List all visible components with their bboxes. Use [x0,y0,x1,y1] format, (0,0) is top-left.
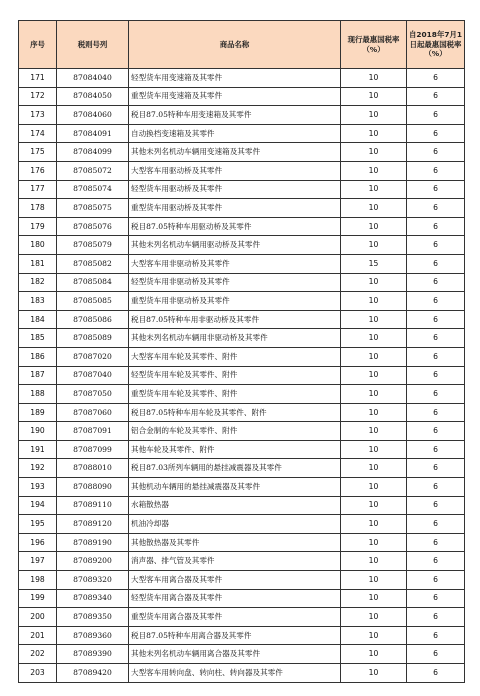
current-rate-cell: 10 [341,403,407,422]
table-row [19,440,465,459]
product-name-cell: 重型货车用变速箱及其零件 [129,87,341,106]
seq-cell: 174 [19,124,57,143]
table-row [19,422,465,441]
seq-cell: 190 [19,422,57,441]
tariff-code-cell: 87089320 [57,571,129,590]
new-rate-cell: 6 [407,571,465,590]
product-name-cell: 重型货车用车轮及其零件、附件 [129,385,341,404]
table-row [19,124,465,143]
new-rate-cell: 6 [407,236,465,255]
seq-cell: 193 [19,478,57,497]
seq-cell: 194 [19,496,57,515]
table-row [19,292,465,311]
product-name-cell: 铝合金制的车轮及其零件、附件 [129,422,341,441]
table-row [19,180,465,199]
tariff-code-cell: 87089190 [57,533,129,552]
seq-cell: 184 [19,310,57,329]
seq-cell: 181 [19,254,57,273]
seq-cell: 176 [19,161,57,180]
seq-cell: 199 [19,589,57,608]
product-name-cell: 税目87.05特种车用车轮及其零件、附件 [129,403,341,422]
table-row [19,608,465,627]
tariff-code-cell: 87085076 [57,217,129,236]
seq-cell: 201 [19,626,57,645]
table-header [19,21,465,69]
table-row [19,106,465,125]
tariff-table [18,20,465,683]
table-row [19,273,465,292]
tariff-code-cell: 87085085 [57,292,129,311]
table-row [19,310,465,329]
table-body [19,69,465,683]
tariff-code-cell: 87085089 [57,329,129,348]
new-rate-cell: 6 [407,440,465,459]
tariff-code-cell: 87084050 [57,87,129,106]
new-rate-cell: 6 [407,217,465,236]
product-name-cell: 水箱散热器 [129,496,341,515]
current-rate-cell: 10 [341,626,407,645]
seq-cell: 196 [19,533,57,552]
new-rate-cell: 6 [407,459,465,478]
seq-cell: 175 [19,143,57,162]
tariff-code-cell: 87084091 [57,124,129,143]
current-rate-cell: 10 [341,459,407,478]
seq-cell: 192 [19,459,57,478]
tariff-code-cell: 87085079 [57,236,129,255]
new-rate-cell: 6 [407,180,465,199]
tariff-code-cell: 87085074 [57,180,129,199]
new-rate-cell: 6 [407,347,465,366]
current-rate-cell: 10 [341,664,407,683]
table-row [19,199,465,218]
tariff-code-cell: 87089110 [57,496,129,515]
product-name-cell: 轻型货车用离合器及其零件 [129,589,341,608]
table-row [19,589,465,608]
product-name-cell: 大型客车用驱动桥及其零件 [129,161,341,180]
new-rate-cell: 6 [407,273,465,292]
table-row [19,664,465,683]
table-row [19,533,465,552]
current-rate-cell: 10 [341,106,407,125]
new-rate-cell: 6 [407,496,465,515]
product-name-cell: 税目87.05特种车用非驱动桥及其零件 [129,310,341,329]
tariff-code-cell: 87089200 [57,552,129,571]
tariff-code-cell: 87088010 [57,459,129,478]
table-row [19,329,465,348]
header-product-name: 商品名称 [129,21,341,69]
table-row [19,217,465,236]
new-rate-cell: 6 [407,124,465,143]
table-row [19,515,465,534]
seq-cell: 191 [19,440,57,459]
product-name-cell: 轻型货车用非驱动桥及其零件 [129,273,341,292]
current-rate-cell: 10 [341,310,407,329]
new-rate-cell: 6 [407,552,465,571]
table-row [19,645,465,664]
new-rate-cell: 6 [407,329,465,348]
product-name-cell: 大型客车用离合器及其零件 [129,571,341,590]
seq-cell: 203 [19,664,57,683]
header-new-rate: 自2018年7月1日起最惠国税率（%） [407,21,465,69]
product-name-cell: 其他机动车辆用的悬挂减震器及其零件 [129,478,341,497]
product-name-cell: 轻型货车用变速箱及其零件 [129,69,341,88]
seq-cell: 197 [19,552,57,571]
current-rate-cell: 10 [341,329,407,348]
tariff-code-cell: 87089350 [57,608,129,627]
product-name-cell: 其他散热器及其零件 [129,533,341,552]
new-rate-cell: 6 [407,403,465,422]
table-row [19,366,465,385]
table-row [19,347,465,366]
product-name-cell: 税目87.05特种车用变速箱及其零件 [129,106,341,125]
seq-cell: 178 [19,199,57,218]
seq-cell: 177 [19,180,57,199]
tariff-code-cell: 87087020 [57,347,129,366]
new-rate-cell: 6 [407,478,465,497]
product-name-cell: 轻型货车用车轮及其零件、附件 [129,366,341,385]
product-name-cell: 重型货车用离合器及其零件 [129,608,341,627]
table-row [19,571,465,590]
table-row [19,552,465,571]
seq-cell: 173 [19,106,57,125]
seq-cell: 189 [19,403,57,422]
current-rate-cell: 10 [341,515,407,534]
product-name-cell: 自动换档变速箱及其零件 [129,124,341,143]
current-rate-cell: 10 [341,143,407,162]
new-rate-cell: 6 [407,608,465,627]
new-rate-cell: 6 [407,143,465,162]
current-rate-cell: 10 [341,366,407,385]
new-rate-cell: 6 [407,161,465,180]
current-rate-cell: 10 [341,496,407,515]
tariff-code-cell: 87088090 [57,478,129,497]
product-name-cell: 机油冷却器 [129,515,341,534]
product-name-cell: 重型货车用驱动桥及其零件 [129,199,341,218]
new-rate-cell: 6 [407,254,465,273]
tariff-code-cell: 87087060 [57,403,129,422]
current-rate-cell: 10 [341,180,407,199]
product-name-cell: 其他未列名机动车辆用离合器及其零件 [129,645,341,664]
new-rate-cell: 6 [407,664,465,683]
product-name-cell: 税目87.03所列车辆用的悬挂减震器及其零件 [129,459,341,478]
new-rate-cell: 6 [407,589,465,608]
table-row [19,254,465,273]
table-row [19,626,465,645]
seq-cell: 183 [19,292,57,311]
new-rate-cell: 6 [407,87,465,106]
current-rate-cell: 10 [341,199,407,218]
current-rate-cell: 10 [341,124,407,143]
product-name-cell: 轻型货车用驱动桥及其零件 [129,180,341,199]
seq-cell: 187 [19,366,57,385]
table-row [19,161,465,180]
product-name-cell: 大型客车用车轮及其零件、附件 [129,347,341,366]
current-rate-cell: 10 [341,292,407,311]
current-rate-cell: 10 [341,478,407,497]
seq-cell: 198 [19,571,57,590]
table-row [19,69,465,88]
current-rate-cell: 10 [341,273,407,292]
tariff-code-cell: 87089420 [57,664,129,683]
current-rate-cell: 10 [341,440,407,459]
current-rate-cell: 10 [341,236,407,255]
tariff-code-cell: 87087091 [57,422,129,441]
new-rate-cell: 6 [407,422,465,441]
seq-cell: 172 [19,87,57,106]
product-name-cell: 税目87.05特种车用离合器及其零件 [129,626,341,645]
new-rate-cell: 6 [407,310,465,329]
seq-cell: 180 [19,236,57,255]
seq-cell: 185 [19,329,57,348]
product-name-cell: 税目87.05特种车用驱动桥及其零件 [129,217,341,236]
header-seq: 序号 [19,21,57,69]
current-rate-cell: 10 [341,422,407,441]
new-rate-cell: 6 [407,626,465,645]
new-rate-cell: 6 [407,533,465,552]
seq-cell: 200 [19,608,57,627]
tariff-code-cell: 87085072 [57,161,129,180]
header-tariff-code: 税则号列 [57,21,129,69]
current-rate-cell: 10 [341,87,407,106]
tariff-code-cell: 87084040 [57,69,129,88]
table-row [19,87,465,106]
seq-cell: 188 [19,385,57,404]
product-name-cell: 其他未列名机动车辆用驱动桥及其零件 [129,236,341,255]
current-rate-cell: 10 [341,347,407,366]
product-name-cell: 消声器、排气管及其零件 [129,552,341,571]
current-rate-cell: 10 [341,217,407,236]
current-rate-cell: 10 [341,589,407,608]
tariff-code-cell: 87089360 [57,626,129,645]
new-rate-cell: 6 [407,515,465,534]
new-rate-cell: 6 [407,385,465,404]
tariff-code-cell: 87085082 [57,254,129,273]
table-row [19,385,465,404]
tariff-code-cell: 87089390 [57,645,129,664]
new-rate-cell: 6 [407,292,465,311]
current-rate-cell: 10 [341,608,407,627]
new-rate-cell: 6 [407,199,465,218]
current-rate-cell: 10 [341,161,407,180]
product-name-cell: 重型货车用非驱动桥及其零件 [129,292,341,311]
new-rate-cell: 6 [407,366,465,385]
new-rate-cell: 6 [407,106,465,125]
new-rate-cell: 6 [407,69,465,88]
product-name-cell: 大型客车用转向盘、转向柱、转向器及其零件 [129,664,341,683]
header-current-rate: 现行最惠国税率（%） [341,21,407,69]
seq-cell: 179 [19,217,57,236]
current-rate-cell: 10 [341,533,407,552]
table-row [19,459,465,478]
current-rate-cell: 10 [341,552,407,571]
current-rate-cell: 10 [341,69,407,88]
table-row [19,403,465,422]
tariff-code-cell: 87085084 [57,273,129,292]
tariff-code-cell: 87084060 [57,106,129,125]
tariff-code-cell: 87087050 [57,385,129,404]
tariff-code-cell: 87085075 [57,199,129,218]
current-rate-cell: 15 [341,254,407,273]
tariff-code-cell: 87085086 [57,310,129,329]
seq-cell: 171 [19,69,57,88]
seq-cell: 186 [19,347,57,366]
tariff-code-cell: 87087040 [57,366,129,385]
seq-cell: 195 [19,515,57,534]
tariff-code-cell: 87089340 [57,589,129,608]
tariff-code-cell: 87089120 [57,515,129,534]
tariff-table-page [18,20,464,683]
table-row [19,496,465,515]
current-rate-cell: 10 [341,385,407,404]
product-name-cell: 其他未列名机动车辆用非驱动桥及其零件 [129,329,341,348]
seq-cell: 202 [19,645,57,664]
table-row [19,236,465,255]
product-name-cell: 其他车轮及其零件、附件 [129,440,341,459]
current-rate-cell: 10 [341,571,407,590]
tariff-code-cell: 87087099 [57,440,129,459]
product-name-cell: 其他未列名机动车辆用变速箱及其零件 [129,143,341,162]
table-row [19,143,465,162]
current-rate-cell: 10 [341,645,407,664]
new-rate-cell: 6 [407,645,465,664]
seq-cell: 182 [19,273,57,292]
tariff-code-cell: 87084099 [57,143,129,162]
table-row [19,478,465,497]
header-row [19,21,465,69]
product-name-cell: 大型客车用非驱动桥及其零件 [129,254,341,273]
